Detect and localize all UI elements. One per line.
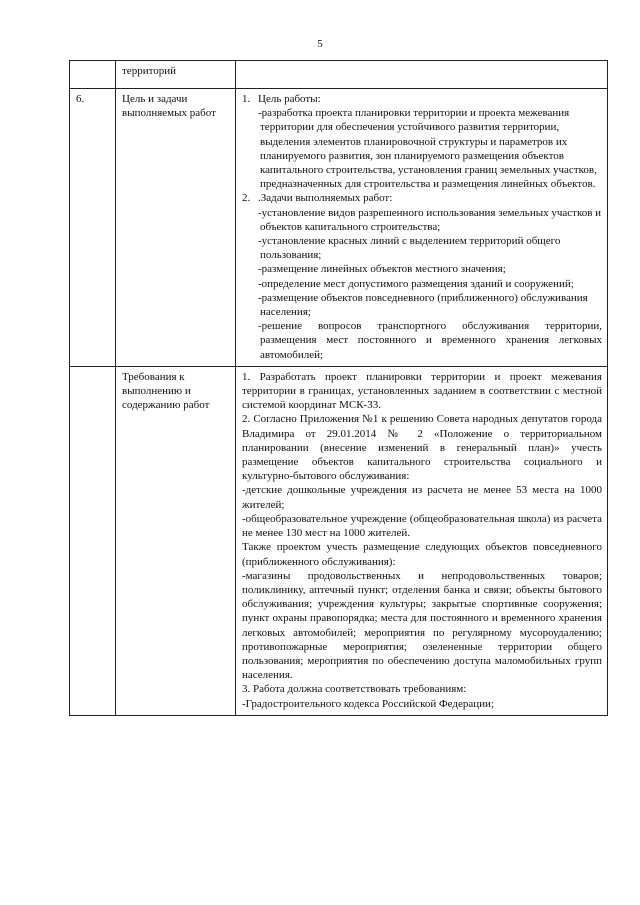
- page-number: 5: [317, 38, 323, 50]
- row-label: Требования к выполнению и содержанию работ: [122, 370, 210, 412]
- row-label-cell: [116, 366, 236, 715]
- requirement-paragraph: -детские дошкольные учреждения из расчета не менее 53 места на 1000 жителей;: [242, 484, 602, 511]
- task-line: -установление видов разрешенного использования земельных участков и объектов капитального строительства;: [258, 206, 602, 233]
- goal-item-title: Цель работы:: [258, 93, 321, 105]
- row-label: Цель и задачи выполняемых работ: [122, 93, 216, 120]
- task-table: [69, 60, 608, 716]
- tasks-list: [242, 206, 602, 362]
- row-content-cell: [236, 366, 608, 715]
- row-number-cell: [70, 61, 116, 89]
- row-label: территорий: [122, 65, 177, 77]
- goal-item-number: 1.: [242, 93, 251, 105]
- row-content-cell: [236, 61, 608, 89]
- row-number-cell: [70, 89, 116, 367]
- requirement-paragraph: -общеобразовательное учреждение (общеобразовательная школа) из расчета не менее 130 мест на 1000 жителей.: [242, 512, 602, 540]
- requirement-paragraph: -Градостроительного кодекса Российской Федерации;: [242, 697, 494, 710]
- row-content-cell: [236, 89, 608, 367]
- task-line: -решение вопросов транспортного обслуживания территории, размещения мест постоянного и временного хранения легковых автомобилей;: [258, 320, 602, 361]
- requirement-paragraph: -магазины продовольственных и непродовольственных товаров; поликлинику, аптечный пункт; отделения банка и связи; объекты бытового обслуживания; учреждения культуры; закрытые спортивные сооружения; пункт охраны правопорядка; места для постоянного и временного хранения легковых автомобилей; мероприятия по регулярному мусороудалению; противопожарные мероприятия; озелененные территории общего пользования; мероприятия по обеспечению доступа маломобильных групп населения.: [242, 569, 602, 682]
- row-number: 6.: [76, 93, 85, 105]
- requirement-paragraph: 3. Работа должна соответствовать требованиям:: [242, 683, 467, 696]
- tasks-item-number: 2.: [242, 192, 251, 205]
- task-line: -установление красных линий с выделением территорий общего пользования;: [258, 235, 561, 262]
- goal-item: [242, 92, 602, 106]
- requirement-paragraph: 1. Разработать проект планировки территории и проект межевания территории в границах, установленных заданием в соответствии с местной системой координат МСК-33.: [242, 370, 602, 412]
- task-line: -размещение объектов повседневного (приближенного) обслуживания населения;: [258, 291, 588, 319]
- goal-item-text: -разработка проекта планировки территории и проекта межевания территории для обеспечения устойчивого развития территории, выделения элементов планировочной структуры и параметров их планируемого развития, зон планируемого размещения объектов капитального строительства, установления границ земельных участков, предназначенных для строительства и размещения линейных объектов.: [258, 107, 597, 191]
- requirement-paragraph: Также проектом учесть размещение следующих объектов повседневного (приближенного обслуживания):: [242, 541, 602, 568]
- tasks-item-title: .Задачи выполняемых работ:: [258, 192, 393, 205]
- tasks-item: [242, 191, 602, 205]
- requirements-list: [242, 370, 602, 711]
- row-label-cell: [116, 89, 236, 367]
- task-line: -размещение линейных объектов местного значения;: [258, 263, 506, 276]
- row-label-cell: [116, 61, 236, 89]
- requirement-paragraph: 2. Согласно Приложения №1 к решению Совета народных депутатов города Владимира от 29.01.2014 № 2 «Положение о территориальном планировании (внесение изменений в генеральный план)» учесть размещение объектов капитального строительства социального и культурно-бытового обслуживания:: [242, 413, 602, 483]
- table-row: [70, 61, 608, 89]
- task-line: -определение мест допустимого размещения зданий и сооружений;: [258, 277, 574, 290]
- table-row: [70, 366, 608, 715]
- row-number-cell: [70, 366, 116, 715]
- table-row: [70, 89, 608, 367]
